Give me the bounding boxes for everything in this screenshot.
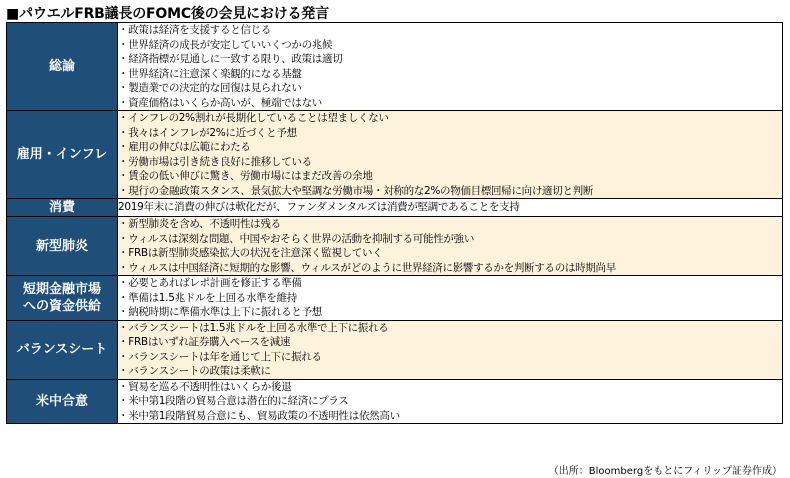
category-cell	[7, 276, 118, 321]
category-cell	[7, 320, 118, 379]
statement-item: 2019年末に消費の伸びは軟化だが、ファンダメンタルズは消費が堅調であることを支持	[118, 201, 520, 214]
statement-item: ・ウィルスは中国経済に短期的な影響、ウィルスがどのように世界経済に影響するかを判断するのは時期尚早	[118, 261, 616, 274]
table-row	[7, 199, 783, 217]
statement-list	[118, 111, 782, 198]
statements-cell	[118, 23, 783, 111]
table-title: ■パウエルFRB議長のFOMC後の会見における発言	[6, 6, 329, 22]
statement-item: ・FRBは新型肺炎感染拡大の状況を注意深く監視していく	[118, 247, 383, 259]
statement-item: ・資産価格はいくらか高いが、極端ではない	[118, 96, 322, 109]
category-label: バランスシート	[16, 342, 108, 357]
table-row	[7, 276, 783, 321]
statement-item: ・労働市場は引き続き良好に推移している	[118, 155, 312, 168]
statement-list	[118, 321, 782, 379]
statement-item: ・雇用の伸びは広範にわたる	[118, 141, 251, 153]
table-row	[7, 111, 783, 199]
statement-item: ・米中第1段階の貿易合意は潜在的に経済にプラス	[118, 395, 349, 407]
category-label: 米中合意	[35, 393, 88, 409]
category-label: 雇用・インフレ	[16, 147, 108, 162]
statement-item: ・納税時期に準備水準は上下に振れると予想	[118, 306, 322, 318]
table-row	[7, 23, 783, 111]
statement-item: ・我々はインフレが2%に近づくと予想	[118, 126, 297, 139]
statement-item: ・バランスシートは1.5兆ドルを上回る水準で上下に振れる	[118, 321, 389, 334]
statement-list	[118, 23, 782, 110]
table-row	[7, 320, 783, 379]
statement-item: ・新型肺炎を含め、不透明性は残る	[118, 218, 281, 230]
statements-cell	[118, 320, 783, 379]
statement-item: ・経済指標が見通しに一致する限り、政策は適切	[118, 53, 343, 65]
statements-cell	[118, 199, 783, 217]
statements-cell	[118, 111, 783, 199]
statements-cell	[118, 276, 783, 321]
statement-item: ・準備は1.5兆ドルを上回る水準を維持	[118, 291, 297, 304]
statement-item: ・インフレの2%割れが長期化していることは望ましくない	[118, 112, 389, 124]
statement-item: ・製造業での決定的な回復は見られない	[118, 82, 302, 94]
category-cell	[7, 379, 118, 424]
statement-item: ・世界経済の成長が安定していいくつかの兆候	[118, 38, 333, 51]
category-label: 新型肺炎	[35, 238, 88, 254]
category-label: 消費	[48, 200, 75, 215]
statements-cell	[118, 379, 783, 424]
statement-list	[118, 200, 782, 215]
table-row	[7, 217, 783, 276]
source-note: （出所：Bloombergをもとにフィリップ証券作成）	[548, 466, 782, 477]
statement-list	[118, 217, 782, 275]
category-label: 総論	[48, 59, 75, 74]
statements-table-body	[7, 23, 783, 424]
statements-table	[6, 22, 783, 424]
statement-item: ・必要とあればレポ計画を修正する準備	[118, 277, 302, 289]
statement-item: ・ウィルスは深刻な問題、中国やおそらく世界の活動を抑制する可能性が強い	[118, 232, 475, 245]
statement-item: ・バランスシートは年を通じて上下に振れる	[118, 350, 322, 363]
statement-list	[118, 276, 782, 320]
statement-item: ・FRBはいずれ証券購入ペースを減速	[118, 336, 291, 348]
category-cell	[7, 217, 118, 276]
statement-item: ・米中第1段階貿易合意にも、貿易政策の不透明性は依然高い	[118, 409, 400, 422]
statement-list	[118, 380, 782, 424]
statement-item: ・貿易を巡る不透明性はいくらか後退	[118, 380, 292, 393]
statement-item: ・賃金の低い伸びに驚き、労働市場にはまだ改善の余地	[118, 170, 373, 182]
category-cell	[7, 111, 118, 199]
category-cell	[7, 199, 118, 217]
statement-item: ・世界経済に注意深く楽観的になる基盤	[118, 67, 302, 80]
statement-item: ・現行の金融政策スタンス、景気拡大や堅調な労働市場・対称的な2%の物価目標回帰に向け適切と判断	[118, 184, 594, 197]
statement-item: ・政策は経済を支援すると信じる	[118, 24, 271, 36]
table-row	[7, 379, 783, 424]
statements-cell	[118, 217, 783, 276]
statement-item: ・バランスシートの政策は柔軟に	[118, 365, 271, 377]
category-label: 短期金融市場 への資金供給	[22, 281, 101, 314]
category-cell	[7, 23, 118, 111]
